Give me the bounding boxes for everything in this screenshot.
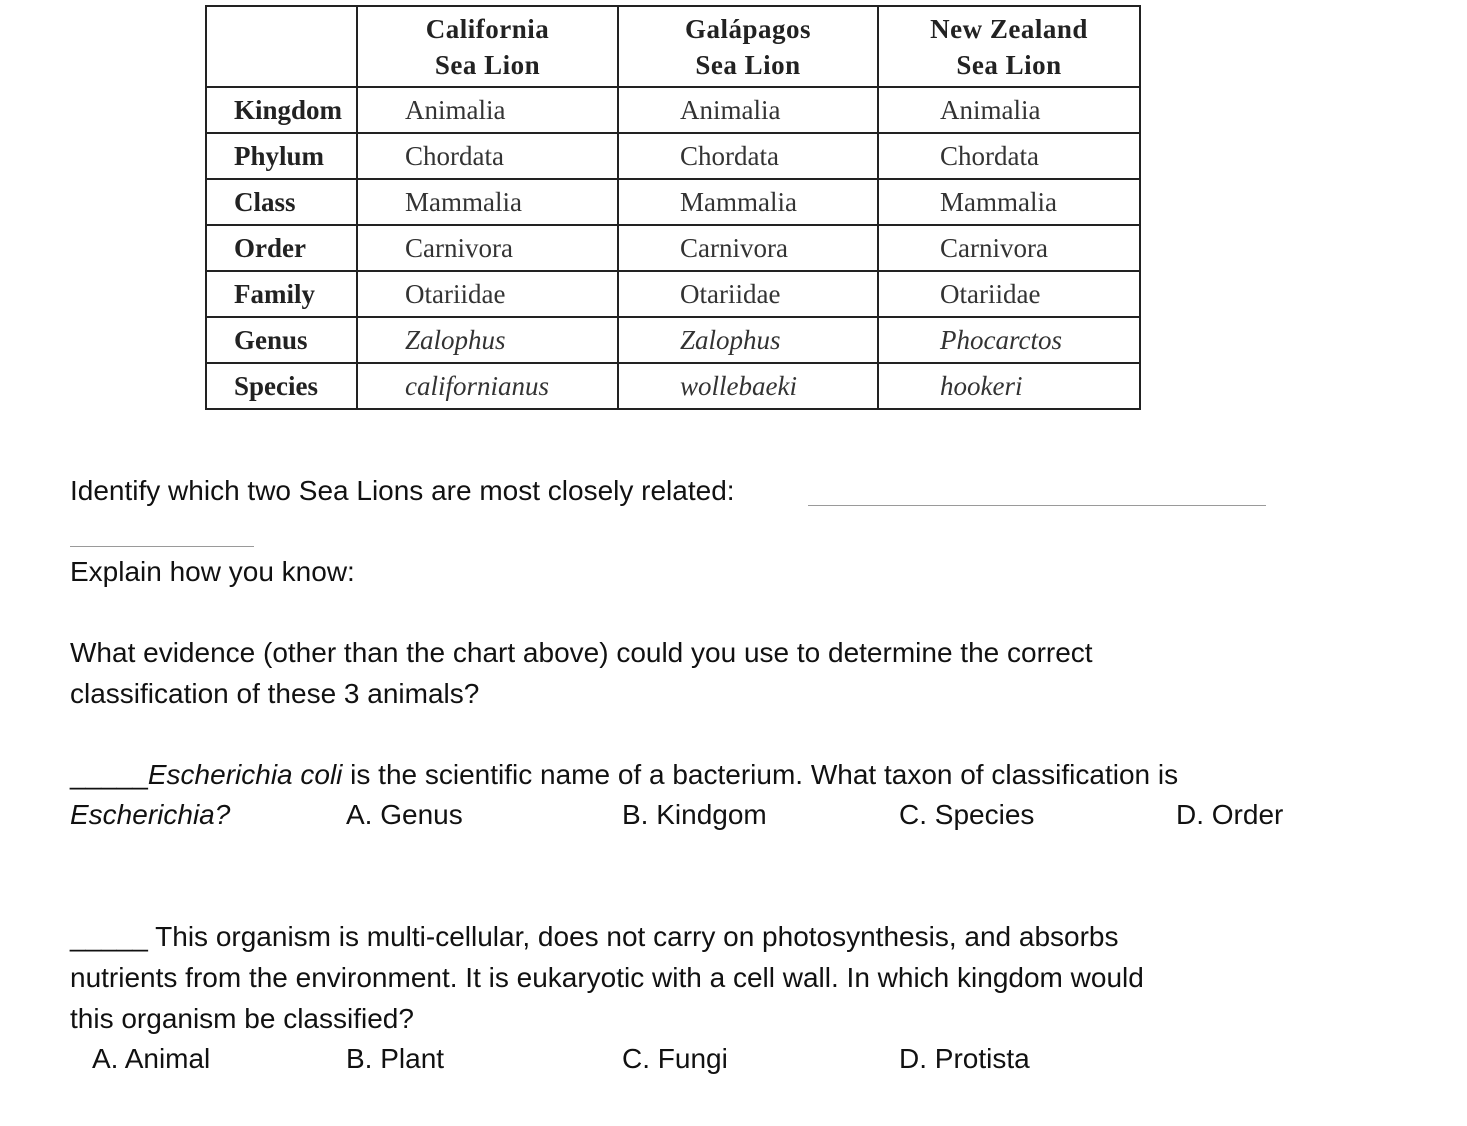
table-cell: Phocarctos <box>878 317 1140 363</box>
header-california-line2: Sea Lion <box>434 49 541 80</box>
rank-label: Kingdom <box>206 87 357 133</box>
table-cell: Animalia <box>357 87 618 133</box>
option-b-plant[interactable]: B. Plant <box>346 1043 445 1074</box>
table-cell: Mammalia <box>357 179 618 225</box>
option-a-genus[interactable]: A. Genus <box>346 799 463 830</box>
question-closely-related: Identify which two Sea Lions are most closely related: <box>70 475 735 506</box>
question-kingdom-line3: this organism be classified? <box>70 1003 414 1034</box>
header-california <box>357 6 618 87</box>
answer-blank[interactable]: _____ <box>70 759 148 790</box>
option-c-species[interactable]: C. Species <box>899 799 1035 830</box>
table-row <box>206 87 1140 133</box>
rank-label: Order <box>206 225 357 271</box>
table-cell: hookeri <box>878 363 1140 409</box>
question-evidence-line2: classification of these 3 animals? <box>70 678 480 709</box>
table-row <box>206 271 1140 317</box>
table-row <box>206 317 1140 363</box>
option-a-animal[interactable]: A. Animal <box>92 1043 211 1074</box>
question-escherichia-term: Escherichia? <box>70 799 231 830</box>
table-cell: Zalophus <box>357 317 618 363</box>
rank-label: Family <box>206 271 357 317</box>
scientific-name: Escherichia coli <box>147 759 343 790</box>
question-evidence-line1: What evidence (other than the chart above) could you use to determine the correct <box>70 637 1093 668</box>
table-cell: Chordata <box>618 133 878 179</box>
header-new-zealand-line1: New Zealand <box>930 13 1088 44</box>
question-text: is the scientific name of a bacterium. What taxon of classification is <box>342 759 1179 790</box>
question-explain: Explain how you know: <box>70 556 355 587</box>
option-d-order[interactable]: D. Order <box>1176 799 1284 830</box>
table-cell: Zalophus <box>618 317 878 363</box>
table-cell: Carnivora <box>618 225 878 271</box>
header-new-zealand-line2: Sea Lion <box>956 49 1062 80</box>
option-d-protista[interactable]: D. Protista <box>899 1043 1030 1074</box>
table-cell: Chordata <box>357 133 618 179</box>
question-text: This organism is multi-cellular, does not carry on photosynthesis, and absorbs <box>147 921 1119 952</box>
table-cell: Otariidae <box>618 271 878 317</box>
header-galapagos <box>618 6 878 87</box>
rank-label: Phylum <box>206 133 357 179</box>
table-row <box>206 363 1140 409</box>
table-header-row <box>206 6 1140 87</box>
table-row <box>206 225 1140 271</box>
header-corner <box>206 6 357 87</box>
header-california-line1: California <box>425 13 550 44</box>
table-cell: Otariidae <box>878 271 1140 317</box>
answer-line-closely-related[interactable] <box>808 505 1266 506</box>
rank-label: Genus <box>206 317 357 363</box>
header-galapagos-line1: Galápagos <box>684 13 812 44</box>
question-kingdom-line1 <box>70 916 1119 957</box>
table-cell: Animalia <box>878 87 1140 133</box>
header-new-zealand <box>878 6 1140 87</box>
option-c-fungi[interactable]: C. Fungi <box>622 1043 728 1074</box>
table-cell: Animalia <box>618 87 878 133</box>
classification-table <box>205 5 1141 410</box>
table-row <box>206 133 1140 179</box>
table-cell: Mammalia <box>618 179 878 225</box>
table-cell: Carnivora <box>878 225 1140 271</box>
answer-line-closely-related-continued[interactable] <box>70 546 254 547</box>
question-kingdom-line2: nutrients from the environment. It is eukaryotic with a cell wall. In which kingdom would <box>70 962 1144 993</box>
table-cell: Chordata <box>878 133 1140 179</box>
table-row <box>206 179 1140 225</box>
table-cell: Otariidae <box>357 271 618 317</box>
rank-label: Species <box>206 363 357 409</box>
table-cell: Mammalia <box>878 179 1140 225</box>
header-galapagos-line2: Sea Lion <box>695 49 801 80</box>
table-cell: wollebaeki <box>618 363 878 409</box>
question-escherichia-line1 <box>70 754 1178 795</box>
table-cell: californianus <box>357 363 618 409</box>
rank-label: Class <box>206 179 357 225</box>
answer-blank[interactable]: _____ <box>70 921 148 952</box>
option-b-kingdom[interactable]: B. Kindgom <box>622 799 767 830</box>
table-cell: Carnivora <box>357 225 618 271</box>
